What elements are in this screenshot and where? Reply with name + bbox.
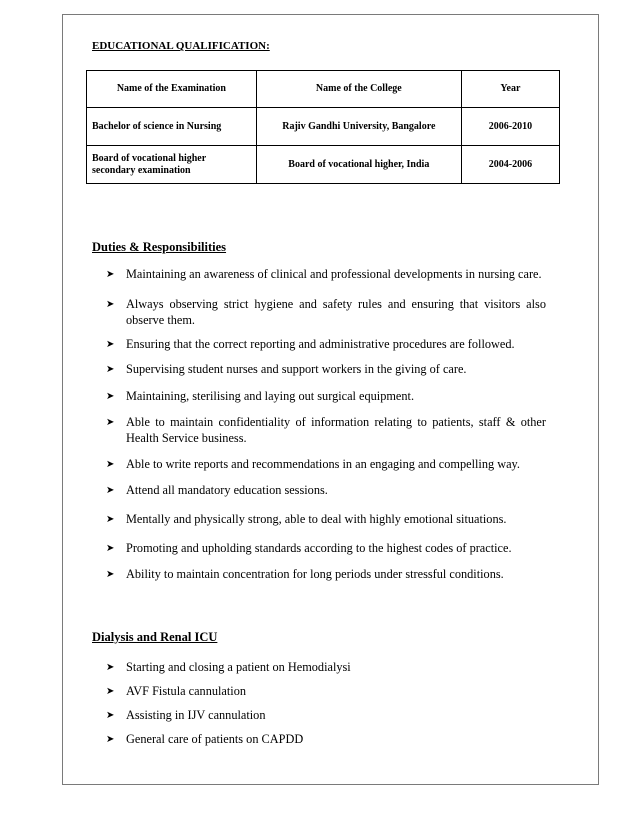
arrow-bullet-icon: ➤ bbox=[106, 391, 115, 402]
arrow-bullet-icon: ➤ bbox=[106, 710, 115, 721]
arrow-bullet-icon: ➤ bbox=[106, 686, 115, 697]
education-heading: EDUCATIONAL QUALIFICATION: bbox=[92, 40, 270, 52]
column-header: Name of the College bbox=[256, 71, 461, 108]
list-item: ➤ General care of patients on CAPDD bbox=[106, 732, 304, 746]
column-header: Year bbox=[461, 71, 559, 108]
arrow-bullet-icon: ➤ bbox=[106, 364, 115, 375]
duties-heading: Duties & Responsibilities bbox=[92, 240, 227, 254]
arrow-bullet-icon: ➤ bbox=[106, 459, 115, 470]
list-item: ➤ Maintaining an awareness of clinical and professional developments in nursing care. bbox=[106, 267, 542, 281]
arrow-bullet-icon: ➤ bbox=[106, 485, 115, 496]
table-cell: Bachelor of science in Nursing bbox=[87, 108, 257, 146]
list-item: ➤ Always observing strict hygiene and safety rules and ensuring that visitors also observe them. bbox=[106, 297, 546, 327]
table-cell: 2004-2006 bbox=[461, 146, 559, 184]
table-cell: 2006-2010 bbox=[461, 108, 559, 146]
arrow-bullet-icon: ➤ bbox=[106, 299, 115, 310]
education-table bbox=[86, 70, 560, 184]
list-item: ➤ Maintaining, sterilising and laying out surgical equipment. bbox=[106, 389, 415, 403]
arrow-bullet-icon: ➤ bbox=[106, 417, 115, 428]
list-item: ➤ Ability to maintain concentration for long periods under stressful conditions. bbox=[106, 567, 504, 581]
table-row bbox=[87, 108, 560, 146]
list-item: ➤ Ensuring that the correct reporting and administrative procedures are followed. bbox=[106, 337, 515, 351]
list-item: ➤ AVF Fistula cannulation bbox=[106, 684, 247, 698]
arrow-bullet-icon: ➤ bbox=[106, 662, 115, 673]
arrow-bullet-icon: ➤ bbox=[106, 569, 115, 580]
arrow-bullet-icon: ➤ bbox=[106, 269, 115, 280]
list-item: ➤ Promoting and upholding standards according to the highest codes of practice. bbox=[106, 541, 512, 555]
list-item: ➤ Supervising student nurses and support workers in the giving of care. bbox=[106, 362, 467, 376]
table-cell: Board of vocational higher, India bbox=[256, 146, 461, 184]
list-item: ➤ Able to write reports and recommendations in an engaging and compelling way. bbox=[106, 457, 520, 471]
list-item: ➤ Starting and closing a patient on Hemodialysi bbox=[106, 660, 351, 674]
arrow-bullet-icon: ➤ bbox=[106, 514, 115, 525]
list-item: ➤ Mentally and physically strong, able to deal with highly emotional situations. bbox=[106, 512, 507, 526]
table-row bbox=[87, 146, 560, 184]
list-item: ➤ Able to maintain confidentiality of information relating to patients, staff & other Health Service business. bbox=[106, 415, 546, 445]
arrow-bullet-icon: ➤ bbox=[106, 339, 115, 350]
table-cell: Board of vocational higher secondary examination bbox=[87, 146, 257, 184]
column-header: Name of the Examination bbox=[87, 71, 257, 108]
dialysis-heading: Dialysis and Renal ICU bbox=[92, 630, 218, 644]
arrow-bullet-icon: ➤ bbox=[106, 734, 115, 745]
list-item: ➤ Attend all mandatory education sessions. bbox=[106, 483, 328, 497]
table-cell: Rajiv Gandhi University, Bangalore bbox=[256, 108, 461, 146]
arrow-bullet-icon: ➤ bbox=[106, 543, 115, 554]
list-item: ➤ Assisting in IJV cannulation bbox=[106, 708, 266, 722]
table-header-row bbox=[87, 71, 560, 108]
